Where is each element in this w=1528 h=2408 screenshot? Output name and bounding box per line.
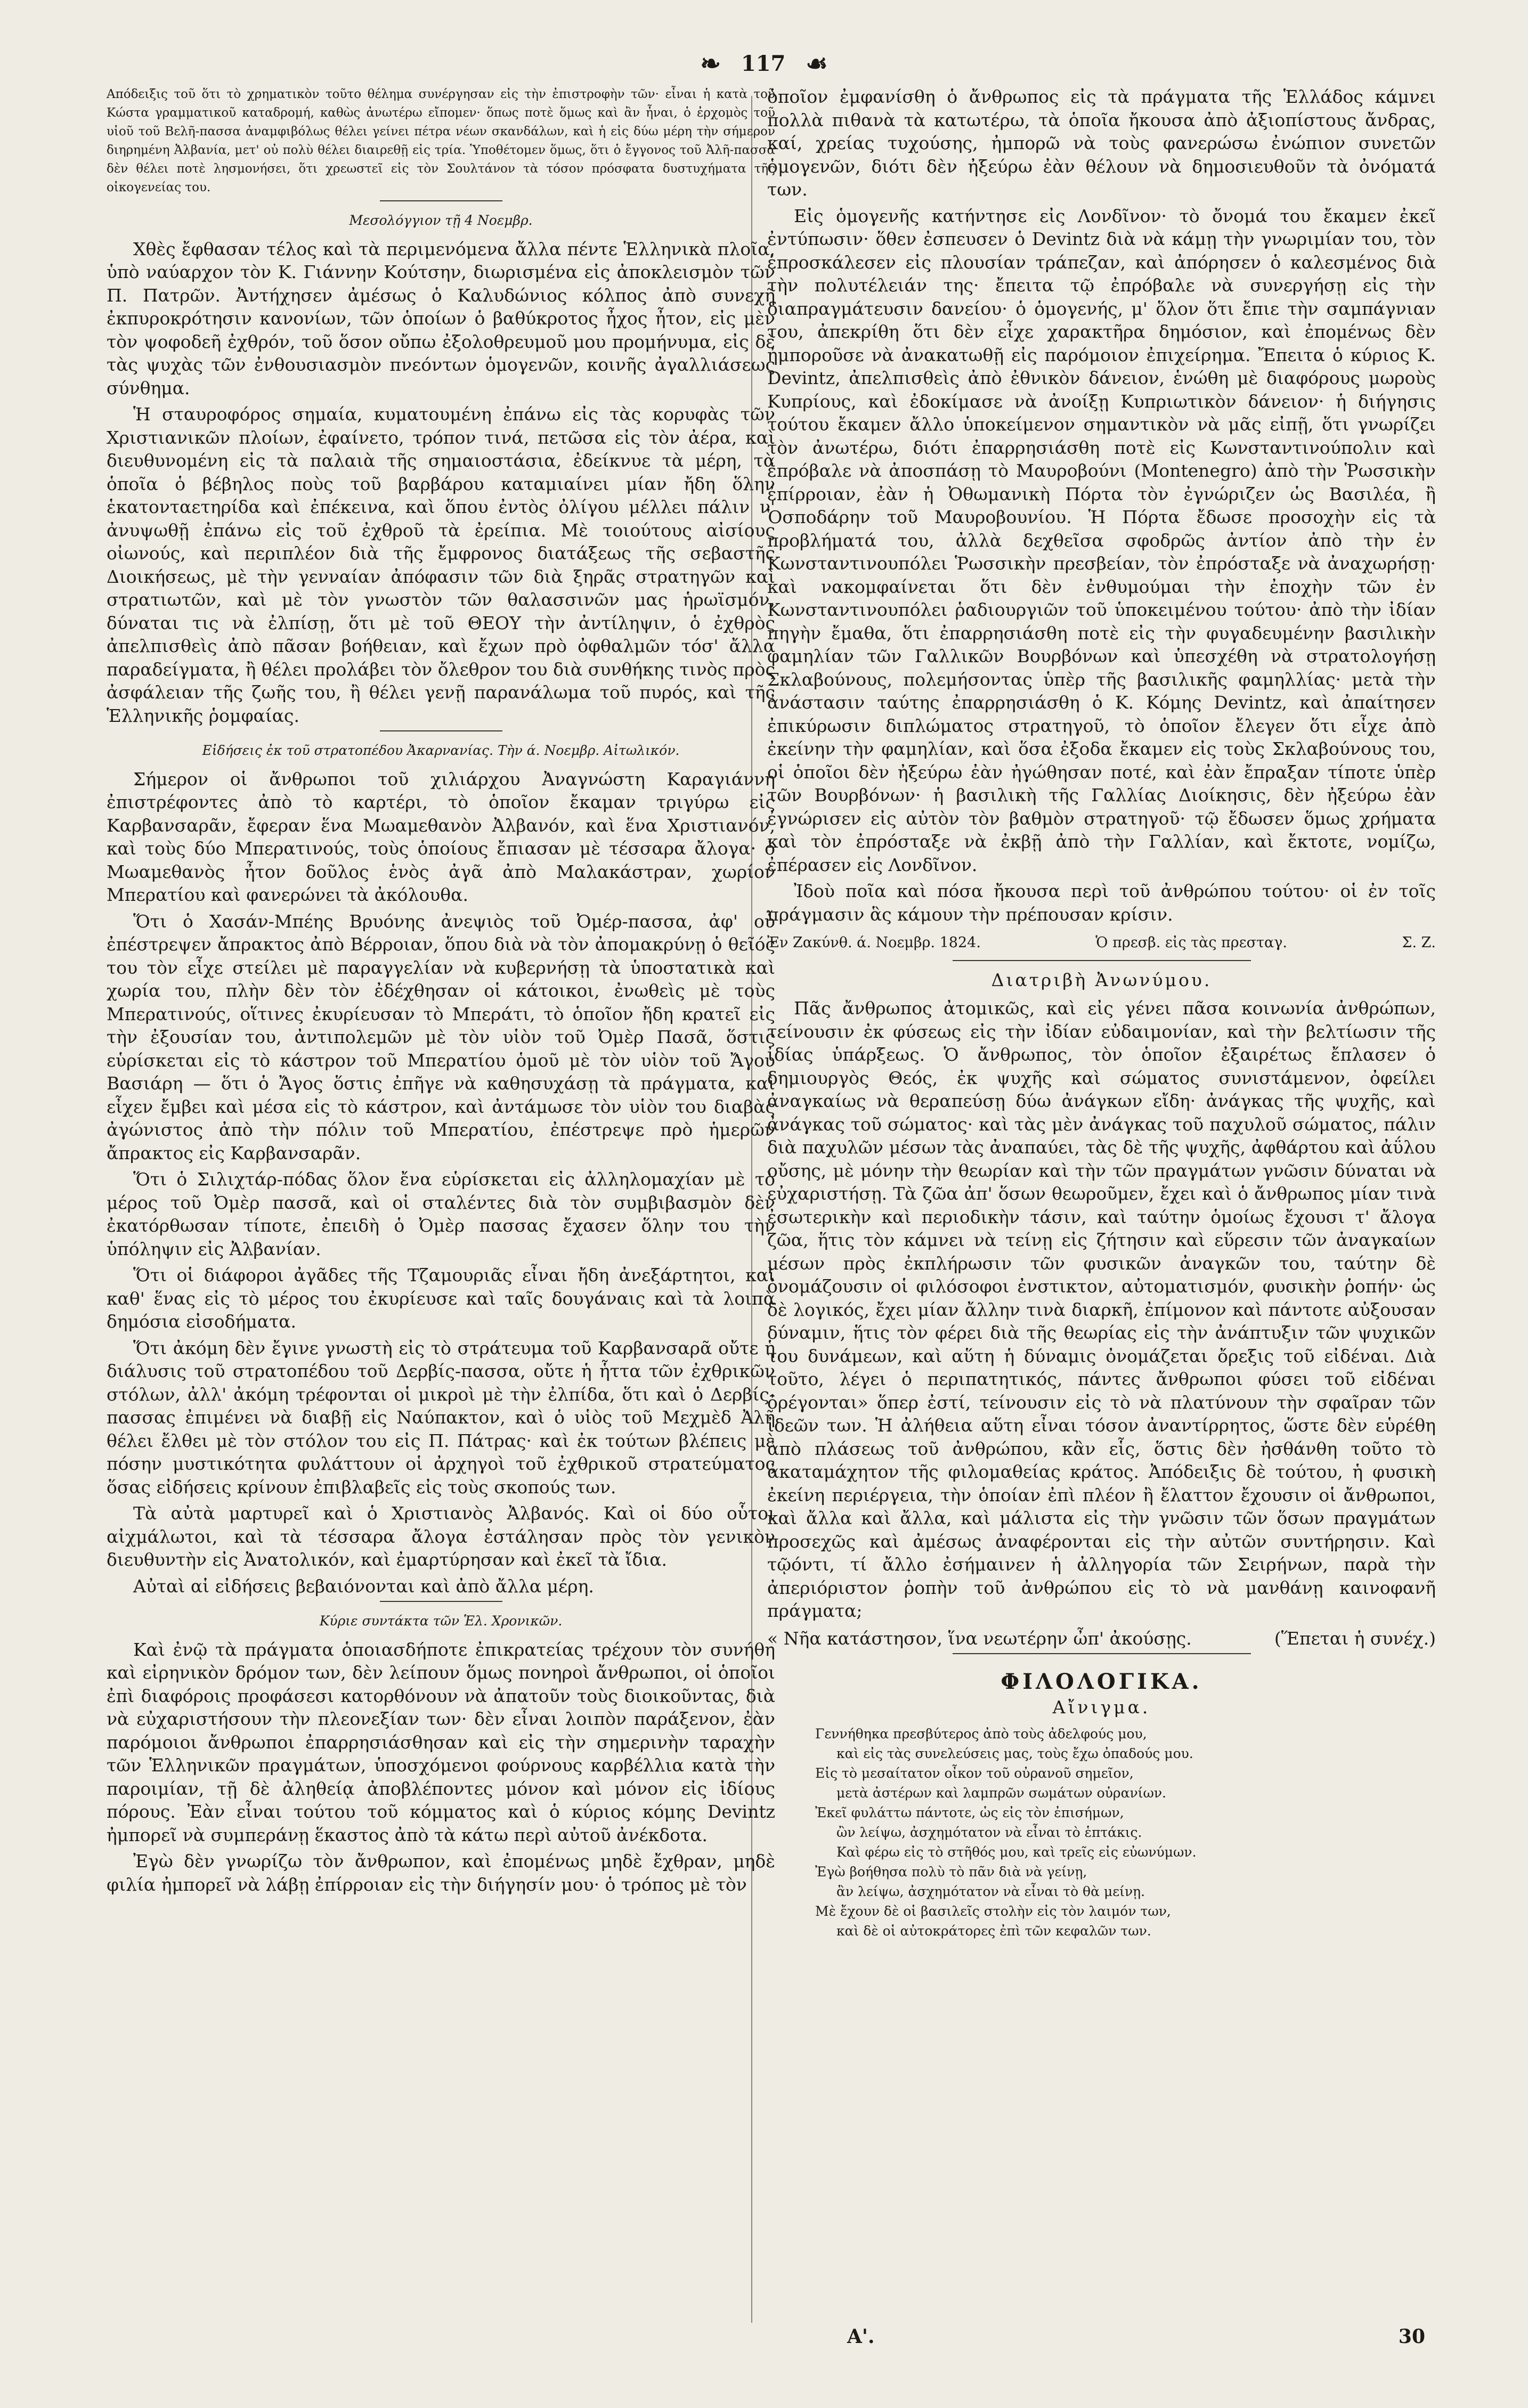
- verse-line: καὶ δὲ οἱ αὐτοκράτορες ἐπὶ τῶν κεφαλῶν των.: [836, 1923, 1151, 1939]
- article-paragraph: Καὶ ἐνῷ τὰ πράγματα ὁποιασδήποτε ἐπικρατείας τρέχουν τὸν συνήθη καὶ εἰρηνικὸν δρόμον των, δὲν λείπουν ὅμως πονηροὶ ἄνθρωποι, οἱ ὁποῖοι ἐπὶ διαφόροις προφάσεσι κατορθόνουν νὰ ἀπατοῦν τοὺς διοικοῦντας, διὰ νὰ εὐχαριστήσουν τὴν πλεονεξίαν των· δὲν εἶναι λοιπὸν παράξενον, ἐὰν παρόμοιοι ἄνθρωποι ἐπαρρησιάσθησαν καὶ εἰς τὴν σημερινὴν ταραχὴν τῶν Ἑλληνικῶν πραγμάτων, ὑποσχόμενοι φούρνους καρβέλλια κατὰ τὴν παροιμίαν, τῇ δὲ ἀληθείᾳ ἀποβλέποντες μόνον καὶ μόνον εἰς ἰδίους πόρους. Ἐὰν εἶναι τούτου τοῦ κόμματος καὶ ὁ κύριος κόμης Devintz ἠμπορεῖ νὰ συμπεράνῃ ἕκαστος ἀπὸ τὰ κάτω περὶ αὐτοῦ ἀνέκδοτα.: [107, 1639, 775, 1845]
- signature-mark: Α'.: [847, 2325, 875, 2348]
- article-paragraph: Ὅτι ἀκόμη δὲν ἔγινε γνωστὴ εἰς τὸ στράτευμα τοῦ Καρβανσαρᾶ οὔτε ἡ διάλυσις τοῦ στρατοπέδου τοῦ Δερβίς-πασσα, οὔτε ἡ ἧττα τῶν ἐχθρικῶν στόλων, ἀλλ' ἀκόμη τρέφονται οἱ μικροὶ μὲ τὴν ἐλπίδα, ὅτι καὶ ὁ Δερβίς-πασσας ἐπιμένει νὰ διαβῇ εἰς Ναύπακτον, καὶ ὁ υἱὸς τοῦ Μεχμὲδ Ἀλῆ θέλει ἔλθει μὲ τὸν στόλον του εἰς Π. Πάτρας· καὶ ἐκ τούτων βλέπεις μὲ πόσην μυστικότητα φυλάττουν οἱ ἀρχηγοὶ τοῦ ἐχθρικοῦ στρατεύματος ὅσας εἰδήσεις κρίνουν ἐπιβλαβεῖς εἰς τοὺς σκοπούς των.: [107, 1337, 775, 1498]
- verse-line: Ἐγὼ βοήθησα πολὺ τὸ πᾶν διὰ νὰ γείνῃ,: [815, 1864, 1087, 1880]
- article-paragraph: Ἐγὼ δὲν γνωρίζω τὸν ἄνθρωπον, καὶ ἐπομένως μηδὲ ἔχθραν, μηδὲ φιλία ἠμπορεῖ νὰ λάβῃ ἐπίρροιαν εἰς τὴν διήγησίν μου· ὁ τρόπος μὲ τὸν: [107, 1851, 775, 1895]
- section-rule: [953, 960, 1251, 961]
- verse-line: Ἐκεῖ φυλάττω πάντοτε, ὡς εἰς τὸν ἐπισήμων,: [815, 1805, 1124, 1820]
- article-paragraph: Χθὲς ἔφθασαν τέλος καὶ τὰ περιμενόμενα ἄλλα πέντε Ἑλληνικὰ πλοῖα, ὑπὸ ναύαρχον τὸν Κ. Γιάννην Κούτσην, διωρισμένα εἰς ἀποκλεισμὸν τῶν Π. Πατρῶν. Ἀντήχησεν ἀμέσως ὁ Καλυδώνιος κόλπος ἀπὸ συνεχῆ ἐκπυροκρότησιν κανονίων, τῶν ὁποίων ὁ βαθύκροτος ἦχος ἦτον, εἰς μὲν τὸν ψοφοδεῆ ἐχθρόν, τοῦ ὅσον οὔπω ἐξολοθρευμοῦ μου προμήνυμα, εἰς δὲ τὰς ψυχὰς τῶν ἐνθουσιασμὸν πνεόντων ὁμογενῶν, κοινῆς ἀγαλλιάσεως σύνθημα.: [107, 238, 775, 398]
- signature-initials: Σ. Ζ.: [1402, 934, 1436, 951]
- article-paragraph: Ἡ σταυροφόρος σημαία, κυματουμένη ἐπάνω εἰς τὰς κορυφὰς τῶν Χριστιανικῶν πλοίων, ἐφαίνετο, τρόπον τινά, πετῶσα εἰς τὸν ἀέρα, καὶ διευθυνομένη εἰς τὰ παλαιὰ τῆς σημαιοστάσια, ἐδείκνυε τὰ μέρη, τὰ ὁποῖα ὁ βέβηλος ποὺς τοῦ βαρβάρου καταμιαίνει μίαν ἤδη ὅλην ἑκατονταετηρίδα καὶ ἐπέκεινα, καὶ ὅπου ἐντὸς ὀλίγου μέλλει πάλιν ν' ἀνυψωθῇ ἐπάνω εἰς τοῦ ἐχθροῦ τὰ ἐρείπια. Μὲ τοιούτους αἰσίους οἰωνούς, καὶ περιπλέον διὰ τῆς ἔμφρονος διατάξεως τῆς σεβαστῆς Διοικήσεως, μὲ τὴν γενναίαν ἀπόφασιν τῶν διὰ ξηρᾶς στρατηγῶν καὶ στρατιωτῶν, καὶ μὲ τὸν γνωστὸν τῶν θαλασσινῶν μας ἡρωϊσμόν, δύναται τις νὰ ἐλπίσῃ, ὅτι μὲ τοῦ ΘΕΟΥ τὴν ἀντίληψιν, ὁ ἐχθρὸς ἀπελπισθεὶς ἀπὸ πᾶσαν βοήθειαν, καὶ ἔχων πρὸ ὀφθαλμῶν τόσ' ἄλλα παραδείγματα, ἢ θέλει προλάβει τὸν ὄλεθρον του διὰ συνθήκης τινὸς πρὸς ἀσφάλειαν τῆς ζωῆς του, ἢ θέλει γενῇ παρανάλωμα τοῦ πυρός, καὶ τῆς Ἑλληνικῆς ῥομφαίας.: [107, 404, 775, 726]
- verse-line: Εἰς τὸ μεσαίτατον οἶκον τοῦ οὐρανοῦ σημεῖον,: [815, 1766, 1134, 1781]
- article-paragraph: Ὅτι ὁ Χασάν-Μπέης Βρυόνης ἀνεψιὸς τοῦ Ὀμέρ-πασσα, ἀφ' οὗ ἐπέστρεψεν ἄπρακτος ἀπὸ Βέρροιαν, ὅπου διὰ νὰ τὸν ἀπομακρύνῃ ὁ θεῖός του τὸν εἶχε στείλει μὲ παραγγελίαν νὰ κυβερνήσῃ τὰ ὑποστατικὰ καὶ χωρία του, πλὴν δὲν τὸν ἐδέχθησαν οἱ κάτοικοι, ἐνωθεὶς μὲ τοὺς Μπερατινούς, οἵτινες ἐκυρίευσαν τὸ Μπεράτι, τὸ ὁποῖον ἤδη κρατεῖ εἰς τὴν ἐξουσίαν του, ἀντιπολεμῶν μὲ τὸν υἱὸν τοῦ Ὀμὲρ Πασᾶ, ὅστις εὑρίσκεται εἰς τὸ κάστρον τοῦ Μπερατίου ὁμοῦ μὲ τὸν υἱὸν τοῦ Ἄγου Βασιάρη — ὅτι ὁ Ἄγος ὅστις ἐπῆγε νὰ καθησυχάσῃ τὰ πράγματα, καὶ εἶχεν ἔμβει καὶ μέσα εἰς τὸ κάστρον, καὶ ἀντάμωσε τὸν υἱὸν του διαβὰς ἀγώνιστος ἀπὸ τὴν πόλιν τοῦ Μπερατίου, ἐπέστρεψε πρὸ ἡμερῶν ἄπρακτος εἰς Καρβανσαρᾶν.: [107, 910, 775, 1164]
- verse-line: Μὲ ἔχουν δὲ οἱ βασιλεῖς στολὴν εἰς τὸν λαιμόν των,: [815, 1903, 1171, 1919]
- article-paragraph: Εἰς ὁμογενῆς κατήντησε εἰς Λονδῖνον· τὸ ὄνομά του ἔκαμεν ἐκεῖ ἐντύπωσιν· ὅθεν ἐσπευσεν ὁ Devintz διὰ νὰ κάμῃ τὴν γνωριμίαν του, τὸν ἐπροσκάλεσεν εἰς πλουσίαν τράπεζαν, καὶ ἀπόρησεν ὁ καλεσμένος διὰ τὴν πολυτέλειάν της· ἔπειτα τῷ ἐπρόβαλε νὰ συνεργήσῃ εἰς τὴν διαπραγμάτευσιν δανείου· ὁ ὁμογενής, μ' ὅλον ὅτι ἔπιε τὴν σαμπάγνιαν του, ἀπεκρίθη ὅτι δὲν εἶχε χαρακτῆρα δημόσιον, καὶ ἐπομένως δὲν ἠμποροῦσε νὰ ἀνακατωθῇ εἰς παρόμοιον ἐπιχείρημα. Ἔπειτα ὁ κύριος Κ. Devintz, ἀπελπισθεὶς ἀπὸ ἐθνικὸν δάνειον, ἑνώθη μὲ διαφόρους μωροὺς Κυπρίους, καὶ ἐδοκίμασε νὰ ἀνοίξῃ Κυπριωτικὸν δάνειον· ἡ διήγησις τούτου ἔκαμεν ἄλλο ὑποκείμενον σημαντικὸν νὰ μᾶς εἰπῇ, ὅτι γνωρίζει τὸν ἀνωτέρω, διότι ἐπαρρησιάσθη ποτὲ εἰς Κωνσταντινούπολιν καὶ ἐπρόβαλε νὰ ἀποσπάσῃ τὸ Μαυροβούνι (Montenegro) ἀπὸ τὴν Ῥωσσικὴν ἐπίρροιαν, ἐὰν ἡ Ὀθωμανικὴ Πόρτα τὸν ἐγνώριζεν ὡς Βασιλέα, ἢ Ὁσποδάρην τοῦ Μαυροβουνίου. Ἡ Πόρτα ἔδωσε προσοχὴν εἰς τὰ προβλήματά του, ἀλλὰ δεχθεῖσα σφοδρῶς ἀντίον ἀπὸ τὴν ἐν Κωνσταντινουπόλει Ῥωσσικὴν πρεσβείαν, τὸν ἐπρόσταξε νὰ ἀναχωρήσῃ· καὶ νακομφαίνεται ὅτι δὲν ἐνθυμούμαι τὴν ἐποχὴν τῶν ἐν Κωνσταντινουπόλει ῥαδιουργιῶν τοῦ ὑποκειμένου τούτου· ἀπὸ τὴν ἰδίαν πηγὴν ἔμαθα, ὅτι ἐπαρρησιάσθη ποτὲ εἰς τὴν φυγαδευμένην βασιλικὴν φαμηλίαν τῶν Γαλλικῶν Βουρβόνων καὶ ὑπεσχέθη νὰ στρατολογήσῃ Σκλαβούνους, πολεμήσοντας ὑπὲρ τῆς βασιλικῆς φαμηλλίας· μετὰ τὴν ἀνάστασιν ταύτης ἐπαρρησιάσθη ὁ Κ. Κόμης Devintz, καὶ ἀπαίτησεν ἐπικύρωσιν διπλώματος στρατηγοῦ, τὸ ὁποῖον ἔλεγεν ὅτι εἶχε ἀπὸ ἐκείνην τὴν φαμηλίαν, καὶ ὅσα ἐξοδα ἔκαμεν εἰς τοὺς Σκλαβούνους του, οἱ ὁποῖοι δὲν ἠξεύρω ἐὰν ἠγώθησαν ποτέ, καὶ ἐὰν ἔπραξαν τίποτε ὑπὲρ τῶν Βουρβόνων· ἡ βασιλικὴ τῆς Γαλλίας Διοίκησις, δὲν ἠξεύρω ἐὰν ἐγνώρισεν εἰς αὐτὸν τὸν βαθμὸν στρατηγοῦ· τῷ ἔδωσεν ὅμως χρήματα καὶ τὸν ἐπρόσταξε νὰ ἐκβῇ ἀπὸ τὴν Γαλλίαν, καὶ ἔκτοτε, νομίζω, ἐπέρασεν εἰς Λονδῖνον.: [767, 205, 1436, 875]
- sheet-number: 30: [1398, 2325, 1425, 2348]
- signature-place-date: Ἐν Ζακύνθ. ά. Νοεμβρ. 1824.: [767, 934, 981, 951]
- diatribe-title: Διατριβὴ Ἀνωνύμου.: [991, 969, 1212, 990]
- article-paragraph: Αὐταὶ αἱ εἰδήσεις βεβαιόνονται καὶ ἀπὸ ἄλλα μέρη.: [133, 1575, 594, 1597]
- letter-salutation: Κύριε συντάκτα τῶν Ἑλ. Χρονικῶν.: [319, 1613, 563, 1629]
- article-paragraph: Τὰ αὐτὰ μαρτυρεῖ καὶ ὁ Χριστιανὸς Ἀλβανός. Καὶ οἱ δύο οὗτοι αἰχμάλωτοι, καὶ τὰ τέσσαρα ἄλογα ἐστάλησαν πρὸς τὸν γενικὸν διευθυντὴν εἰς Ἀνατολικόν, καὶ ἐμαρτύρησαν καὶ ἐκεῖ τὰ ἴδια.: [107, 1503, 775, 1570]
- section-rule: [380, 1601, 502, 1602]
- riddle-title: Αἴνιγμα.: [1052, 1696, 1151, 1718]
- section-rule: [380, 730, 502, 731]
- page-number: 117: [741, 51, 786, 76]
- left-column: [107, 85, 775, 1899]
- right-column: [767, 85, 1436, 1941]
- article-paragraph: Σήμερον οἱ ἄνθρωποι τοῦ χιλιάρχου Ἀναγνώστη Καραγιάννη ἐπιστρέφοντες ἀπὸ τὸ καρτέρι, τὸ ὁποῖον ἔκαμαν τριγύρω εἰς Καρβανσαρᾶν, ἔφεραν ἕνα Μωαμεθανὸν Ἀλβανόν, καὶ ἕνα Χριστιανόν, καὶ τοὺς δύο Μπερατινούς, τοὺς ὁποίους ἔπιασαν μὲ τέσσαρα ἄλογα· ὁ Μωαμεθανὸς ἦτον δοῦλος ἑνὸς ἀγᾶ ἀπὸ Μαλακάστραν, χωρίον Μπερατίου καὶ φανερώνει τὰ ἀκόλουθα.: [107, 768, 775, 905]
- philologika-title: ΦΙΛΟΛΟΓΙΚΑ.: [1001, 1669, 1202, 1694]
- verse-line: καὶ εἰς τὰς συνελεύσεις μας, τοὺς ἔχω ὀπαδούς μου.: [836, 1746, 1193, 1761]
- letter-signature: [767, 931, 1436, 955]
- page-header: [0, 49, 1528, 81]
- article-paragraph: Ὅτι ὁ Σιλιχτάρ-πόδας ὅλον ἔνα εὑρίσκεται εἰς ἀλληλομαχίαν μὲ τὸ μέρος τοῦ Ὀμὲρ πασσᾶ, καὶ οἱ σταλέντες διὰ τὸν συμβιβασμὸν δὲν ἐκατόρθωσαν τίποτε, ἐπειδὴ ὁ Ὀμὲρ πασσας ἔχασεν ὅλην του τὴν ὑπόληψιν εἰς Ἀλβανίαν.: [107, 1169, 775, 1259]
- verse-line: Γεννήθηκα πρεσβύτερος ἀπὸ τοὺς ἀδελφούς μου,: [815, 1726, 1147, 1742]
- intro-paragraph: Απόδειξις τοῦ ὅτι τὸ χρηματικὸν τοῦτο θέλημα συνέργησαν εἰς τὴν ἐπιστροφὴν τῶν· εἶναι ἡ κατὰ τοῦ Κώστα γραμματικοῦ καταδρομή, καθὼς ἀνωτέρω εἴπομεν· ὅπως ποτὲ ὅμως καὶ ἂν ἦναι, ὁ ἐρχομὸς τοῦ υἱοῦ τοῦ Βελῆ-πασσα ἀναμφιβόλως θέλει γείνει πέτρα νέων σκανδάλων, καὶ ἡ εἰς δύω μέρη τὴν σήμερον διηρημένη Ἀλβανία, μετ' οὐ πολὺ θέλει διαιρεθῇ εἰς τρία. Ὑποθέτομεν ὅμως, ὅτι ὁ ἔγγονος τοῦ Ἀλῆ-πασσα δὲν θέλει ποτὲ λησμονήσει, ὅτι χρεωστεῖ εἰς τὸν Σουλτάνον τὰ τόσον πρόσφατα δυστυχήματα τῆς οἰκογενείας του.: [107, 87, 775, 194]
- dateline-mesolongi: Μεσολόγγιον τῇ 4 Νοεμβρ.: [349, 213, 533, 228]
- dateline-akarnania: Εἰδήσεις ἐκ τοῦ στρατοπέδου Ἀκαρνανίας. Τὴν ά. Νοεμβρ. Αἰτωλικόν.: [202, 743, 680, 758]
- section-rule: [953, 1653, 1251, 1654]
- article-paragraph: Ὅτι οἱ διάφοροι ἀγᾶδες τῆς Τζαμουριᾶς εἶναι ἤδη ἀνεξάρτητοι, καὶ καθ' ἕνας εἰς τὸ μέρος του ἐκυρίευσε καὶ ταῖς δουγάναις καὶ τὰ λοιπὰ δημόσια εἰσοδήματα.: [107, 1265, 775, 1332]
- signature-title: Ὁ πρεσβ. εἰς τὰς πρεσταγ.: [1095, 934, 1287, 951]
- left-ornament: ❧: [700, 49, 721, 78]
- section-rule: [380, 200, 502, 201]
- verse-line: ὢν λείψω, ἀσχημότατον νὰ εἶναι τὸ ἑπτάκις.: [836, 1825, 1142, 1840]
- verse-line: μετὰ ἀστέρων καὶ λαμπρῶν σωμάτων οὐρανίων.: [836, 1785, 1167, 1801]
- verse-line: ἂν λείψω, ἀσχημότατον νὰ εἶναι τὸ θὰ μείνῃ.: [836, 1884, 1145, 1899]
- verse-line: Καὶ φέρω εἰς τὸ στῆθός μου, καὶ τρεῖς εἰς εὐωνύμων.: [836, 1844, 1197, 1860]
- quote-line: [767, 1627, 1436, 1650]
- homer-quote: « Νῆα κατάστησον, ἵνα νεωτέρην ὦπ' ἀκούσῃς.: [767, 1628, 1192, 1649]
- article-paragraph: Πᾶς ἄνθρωπος ἀτομικῶς, καὶ εἰς γένει πᾶσα κοινωνία ἀνθρώπων, τείνουσιν ἐκ φύσεως εἰς τὴν ἰδίαν εὐδαιμονίαν, καὶ τὴν βελτίωσιν τῆς ἰδίας ὑπάρξεως. Ὁ ἄνθρωπος, τὸν ὁποῖον ἐξαιρέτως ἔπλασεν ὁ δημιουργὸς Θεός, ἐκ ψυχῆς καὶ σώματος συνιστάμενον, ὀφείλει ἀναγκαίως νὰ θεραπεύσῃ δύω ἀνάγκων εἴδη· ἀνάγκας τῆς ψυχῆς, καὶ ἀνάγκας τοῦ σώματος· καὶ τὰς μὲν ἀνάγκας τοῦ παχυλοῦ σώματος, πάλιν διὰ παχυλῶν μέσων τὰς ἀναπαύει, τὰς δὲ τῆς ψυχῆς, ἀφθάρτου καὶ ἀΰλου οὔσης, μὲ μόνην τὴν θεωρίαν καὶ τὴν τῶν πραγμάτων γνῶσιν δύναται νὰ εὐχαριστήσῃ. Τὰ ζῶα ἀπ' ὅσων θεωροῦμεν, ἔχει καὶ ὁ ἄνθρωπος μίαν τινὰ ἐσωτερικὴν καὶ περιοδικὴν τάσιν, καὶ ταύτην ὁμοίως ἔχουσι τ' ἄλογα ζῶα, ἥτις τὸν κάμνει νὰ τείνῃ εἰς ζήτησιν καὶ εὕρεσιν τῶν ἀναγκαίων μέσων πρὸς ἐκπλήρωσιν τῶν φυσικῶν ἀναγκῶν του, ταύτην δὲ ὀνομάζουσιν οἱ φιλόσοφοι ἐνστικτον, αὐτοματισμόν, φυσικὴν ῥοπήν· ὡς δὲ λογικός, ἔχει μίαν ἄλλην τινὰ διαρκῆ, ἐπίμονον καὶ πάντοτε αὐξουσαν δύναμιν, ἥτις τὸν φέρει διὰ τῆς θεωρίας εἰς τὴν ἀνάπτυξιν τῶν ψυχικῶν του δυνάμεων, καὶ αὕτη ἡ δύναμις ὀνομάζεται ὄρεξις τοῦ εἰδέναι. Διὰ τοῦτο, λέγει ὁ περιπατητικός, πάντες ἄνθρωποι φύσει τοῦ εἰδέναι ὀρέγονται» ὅπερ ἐστί, τείνουσιν εἰς τὸ νὰ πλατύνουν τὴν σφαῖραν τῶν ἰδεῶν των. Ἡ ἀλήθεια αὕτη εἶναι τόσον ἀναντίρρητος, ὥστε δὲν εὑρέθη ἀπὸ πλάσεως τοῦ ἀνθρώπου, κἂν εἷς, ὅστις δὲν ἠσθάνθη τοῦτο τὸ ἀκαταμάχητον τῆς φιλομαθείας κράτος. Ἀπόδειξις δὲ τούτου, ἡ φυσικὴ ἐκείνη περιέργεια, τὴν ὁποίαν ἐπὶ πλέον ἢ ἔλαττον ἔχουσιν οἱ ἄνθρωποι, καὶ ἄλλα καὶ ἄλλα, καὶ μάλιστα εἰς τὴν γνῶσιν τῶν ὅσων πραγμάτων προσεχῶς καὶ ἀμέσως ἀναφέρονται εἰς τὴν αὐτῶν συντήρησιν. Καὶ τῷόντι, τί ἄλλο ἐσήμαινεν ἡ ἀλληγορία τῶν Σειρήνων, παρὰ τὴν ἀπεριόριστον ῥοπὴν τοῦ ἀνθρώπου εἰς τὸ νὰ μανθάνῃ καινοφανῆ πράγματα;: [767, 998, 1436, 1621]
- continued-note: (Ἕπεται ἡ συνέχ.): [1274, 1628, 1436, 1649]
- article-paragraph: Ἰδοὺ ποῖα καὶ πόσα ἤκουσα περὶ τοῦ ἀνθρώπου τούτου· οἱ ἐν τοῖς πράγμασιν ἃς κάμουν τὴν πρέπουσαν κρίσιν.: [767, 881, 1436, 925]
- right-ornament: ☙: [806, 49, 828, 78]
- riddle-verse: [767, 1724, 1436, 1941]
- article-paragraph: ὁποῖον ἐμφανίσθη ὁ ἄνθρωπος εἰς τὰ πράγματα τῆς Ἑλλάδος κάμνει πολλὰ πιθανὰ τὰ κατωτέρω, τὰ ὁποῖα ἤκουσα ἀπὸ ἀξιοπίστους ἄνδρας, καί, χρείας τυχούσης, ἠμπορῶ νὰ τοὺς φανερώσω ἐνώπιον συνετῶν ὁμογενῶν, διότι δὲν ἠξεύρω ἐὰν θέλουν νὰ δημοσιευθοῦν τὰ ὀνόματά των.: [767, 86, 1436, 200]
